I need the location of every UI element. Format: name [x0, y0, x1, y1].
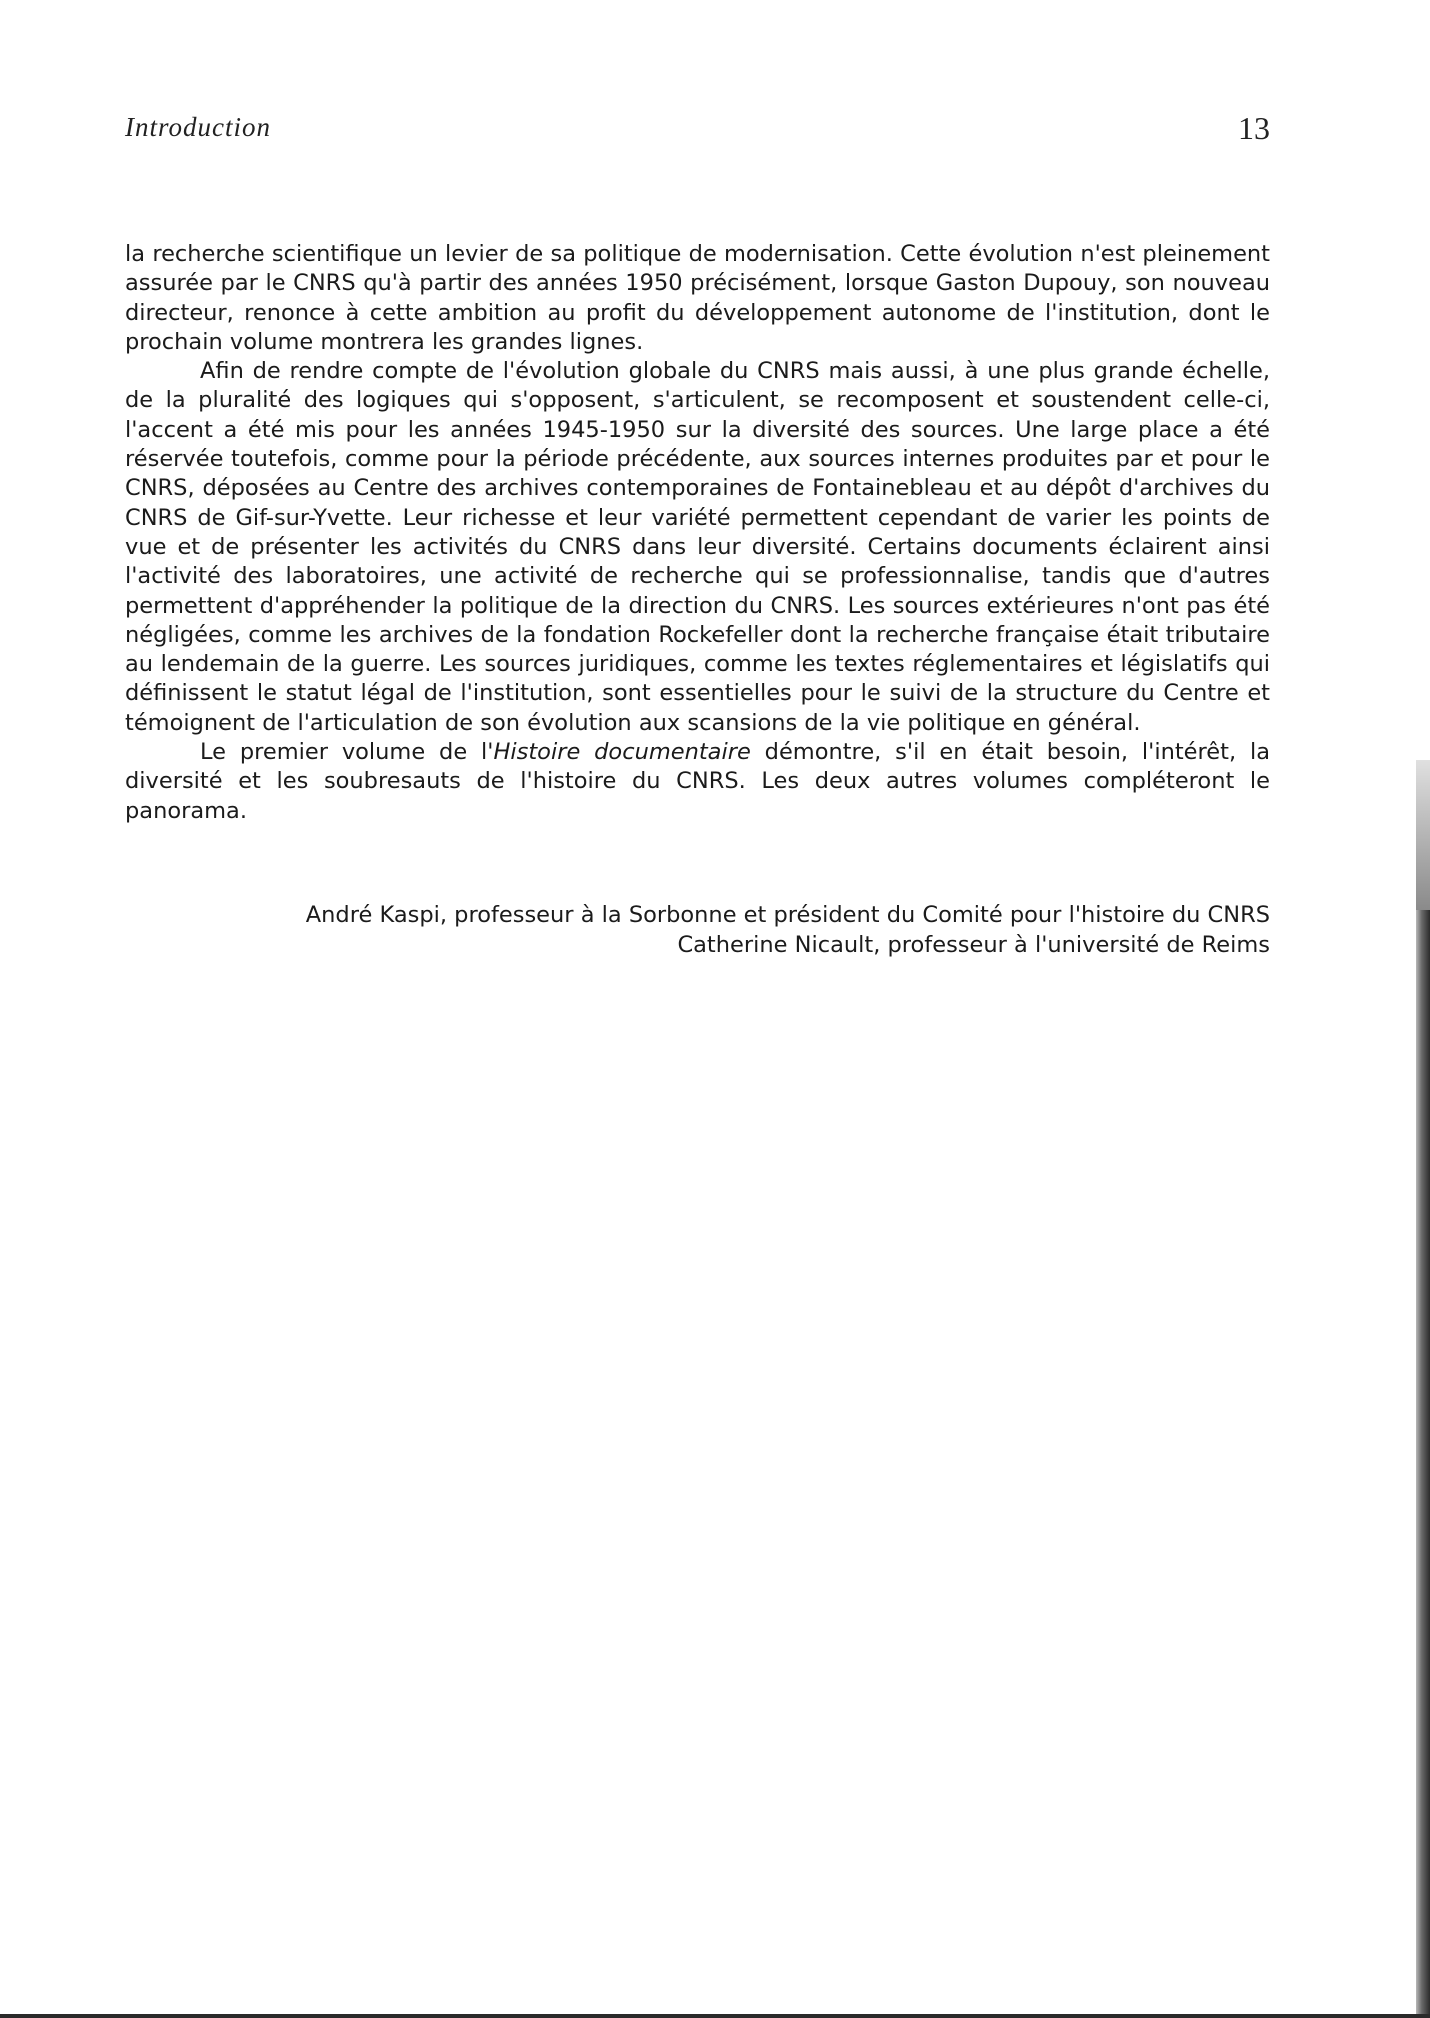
signature-nicault: Catherine Nicault, professeur à l'université de Reims — [677, 932, 1270, 958]
paragraph-3 — [125, 738, 1270, 826]
paragraph-1: la recherche scientifique un levier de sa politique de modernisation. Cette évolution n'est pleinement assurée par le CNRS qu'à partir des années 1950 précisément, lorsque Gaston Dupouy, son nouveau directeur, renonce à cette ambition au profit du développement autonome de l'institution, dont le prochain volume montrera les grandes lignes. — [125, 241, 1270, 355]
paragraph-3-end: démontre, s'il en était besoin, l'intérêt, la diversité et les soubresauts de l'histoire du CNRS. Les deux autres volumes compléteront le panorama. — [125, 739, 1270, 824]
paragraph-3-start: Le premier volume de l' — [200, 739, 494, 766]
scan-edge-bottom — [0, 2014, 1430, 2018]
signature-kaspi: André Kaspi, professeur à la Sorbonne et président du Comité pour l'histoire du CNRS — [305, 902, 1270, 928]
scan-edge-shadow — [1416, 760, 1430, 2018]
book-title: Histoire documentaire — [493, 739, 751, 766]
scan-edge-shadow-top — [1416, 760, 1430, 910]
paragraph-2: Afin de rendre compte de l'évolution globale du CNRS mais aussi, à une plus grande échelle, de la pluralité des logiques qui s'opposent, s'articulent, se recomposent et soustendent celle-ci, l'accent a été mis pour les années 1945-1950 sur la diversité des sources. Une large place a été réservée toutefois, comme pour la période précédente, aux sources internes produites par et pour le CNRS, déposées au Centre des archives contemporaines de Fontainebleau et au dépôt d'archives du CNRS de Gif-sur-Yvette. Leur richesse et leur variété permettent cependant de varier les points de vue et de présenter les activités du CNRS dans leur diversité. Certains documents éclairent ainsi l'activité des laboratoires, une activité de recherche qui se professionnalise, tandis que d'autres permettent d'appréhender la politique de la direction du CNRS. Les sources extérieures n'ont pas été négligées, comme les archives de la fondation Rockefeller dont la recherche française était tributaire au lendemain de la guerre. Les sources juridiques, comme les textes réglementaires et législatifs qui définissent le statut légal de l'institution, sont essentielles pour le suivi de la structure du Centre et témoignent de l'articulation de son évolution aux scansions de la vie politique en général. — [125, 358, 1270, 736]
signatures — [125, 900, 1270, 960]
page-number: 13 — [1238, 110, 1270, 146]
body-text — [125, 240, 1270, 826]
running-head: Introduction — [125, 112, 271, 142]
